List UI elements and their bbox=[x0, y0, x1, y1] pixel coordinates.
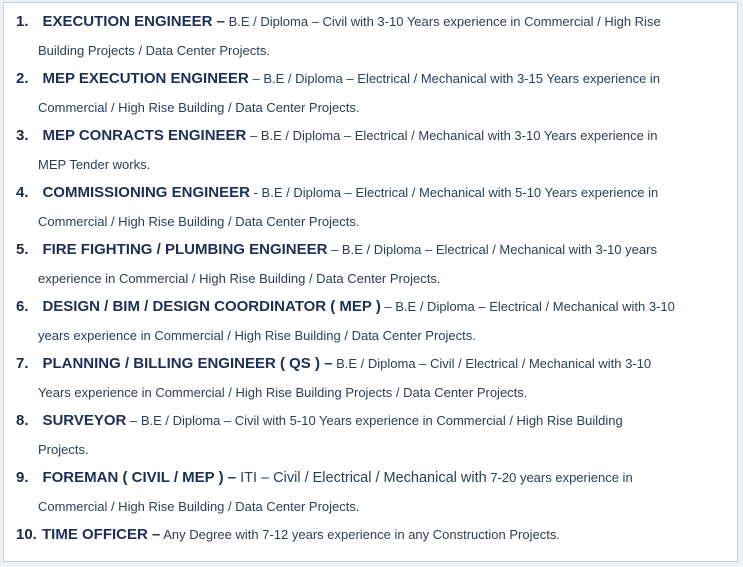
job-title: MEP EXECUTION ENGINEER bbox=[42, 70, 249, 87]
job-title: SURVEYOR bbox=[42, 412, 127, 429]
item-number: 10. bbox=[16, 526, 37, 543]
list-item bbox=[4, 353, 737, 410]
list-item bbox=[4, 296, 737, 353]
list-item bbox=[4, 11, 737, 68]
item-first-line bbox=[4, 68, 727, 97]
job-description: Any Degree with 7-12 years experience in any Construction Projects. bbox=[160, 527, 560, 542]
job-description: – B.E / Diploma – Electrical / Mechanical with 3-10 years bbox=[327, 242, 657, 257]
item-first-line bbox=[4, 467, 727, 496]
list-item bbox=[4, 182, 737, 239]
job-description: - B.E / Diploma – Electrical / Mechanical with 5-10 Years experience in bbox=[249, 185, 659, 200]
job-title: MEP CONRACTS ENGINEER bbox=[42, 127, 247, 144]
job-description: – B.E / Diploma – Electrical / Mechanical with 3-15 Years experience in bbox=[248, 71, 661, 86]
list-item bbox=[4, 410, 737, 467]
job-title: TIME OFFICER – bbox=[42, 526, 161, 543]
item-first-line bbox=[4, 125, 727, 154]
item-number: 5. bbox=[16, 241, 29, 258]
job-openings-list bbox=[4, 11, 737, 553]
list-item bbox=[4, 524, 737, 553]
job-description: – B.E / Diploma – Civil with 5-10 Years experience in Commercial / High Rise Building bbox=[126, 413, 623, 428]
job-description-continued: Commercial / High Rise Building / Data Center Projects. bbox=[38, 499, 360, 514]
job-description-continued: Projects. bbox=[38, 442, 89, 457]
job-description-continued: experience in Commercial / High Rise Building / Data Center Projects. bbox=[38, 271, 441, 286]
job-title: EXECUTION ENGINEER – bbox=[42, 13, 225, 30]
item-number: 1. bbox=[16, 13, 29, 30]
item-number: 7. bbox=[16, 355, 29, 372]
item-first-line bbox=[4, 11, 727, 40]
job-description-continued: Commercial / High Rise Building / Data Center Projects. bbox=[38, 214, 360, 229]
job-description-continued: years experience in Commercial / High Rise Building / Data Center Projects. bbox=[38, 328, 476, 343]
job-description: 7-20 years experience in bbox=[486, 470, 633, 485]
document-page bbox=[3, 2, 738, 562]
list-item bbox=[4, 239, 737, 296]
job-description-continued: Years experience in Commercial / High Rise Building Projects / Data Center Projects. bbox=[38, 385, 528, 400]
job-description: B.E / Diploma – Civil with 3-10 Years experience in Commercial / High Rise bbox=[225, 14, 661, 29]
list-item bbox=[4, 467, 737, 524]
job-title: FIRE FIGHTING / PLUMBING ENGINEER bbox=[42, 241, 328, 258]
job-title: COMMISSIONING ENGINEER bbox=[42, 184, 250, 201]
job-description-continued: MEP Tender works. bbox=[38, 157, 151, 172]
job-description-continued: Commercial / High Rise Building / Data Center Projects. bbox=[38, 100, 360, 115]
job-title: FOREMAN ( CIVIL / MEP ) – bbox=[42, 469, 237, 486]
item-first-line bbox=[4, 296, 727, 325]
job-description-continued: Building Projects / Data Center Projects. bbox=[38, 43, 270, 58]
job-description: – B.E / Diploma – Electrical / Mechanical with 3-10 bbox=[380, 299, 675, 314]
list-item bbox=[4, 68, 737, 125]
item-number: 9. bbox=[16, 469, 29, 486]
item-first-line bbox=[4, 410, 727, 439]
job-description-emphasis: ITI – Civil / Electrical / Mechanical with bbox=[236, 470, 487, 486]
list-item bbox=[4, 125, 737, 182]
item-number: 2. bbox=[16, 70, 29, 87]
item-first-line bbox=[4, 239, 727, 268]
item-first-line bbox=[4, 353, 727, 382]
item-first-line bbox=[4, 182, 727, 211]
item-number: 8. bbox=[16, 412, 29, 429]
item-first-line bbox=[4, 524, 727, 553]
job-description: – B.E / Diploma – Electrical / Mechanical with 3-10 Years experience in bbox=[246, 128, 658, 143]
item-number: 3. bbox=[16, 127, 29, 144]
job-description: B.E / Diploma – Civil / Electrical / Mechanical with 3-10 bbox=[332, 356, 652, 371]
job-title: PLANNING / BILLING ENGINEER ( QS ) – bbox=[42, 355, 333, 372]
item-number: 4. bbox=[16, 184, 29, 201]
item-number: 6. bbox=[16, 298, 29, 315]
job-title: DESIGN / BIM / DESIGN COORDINATOR ( MEP ) bbox=[42, 298, 381, 315]
